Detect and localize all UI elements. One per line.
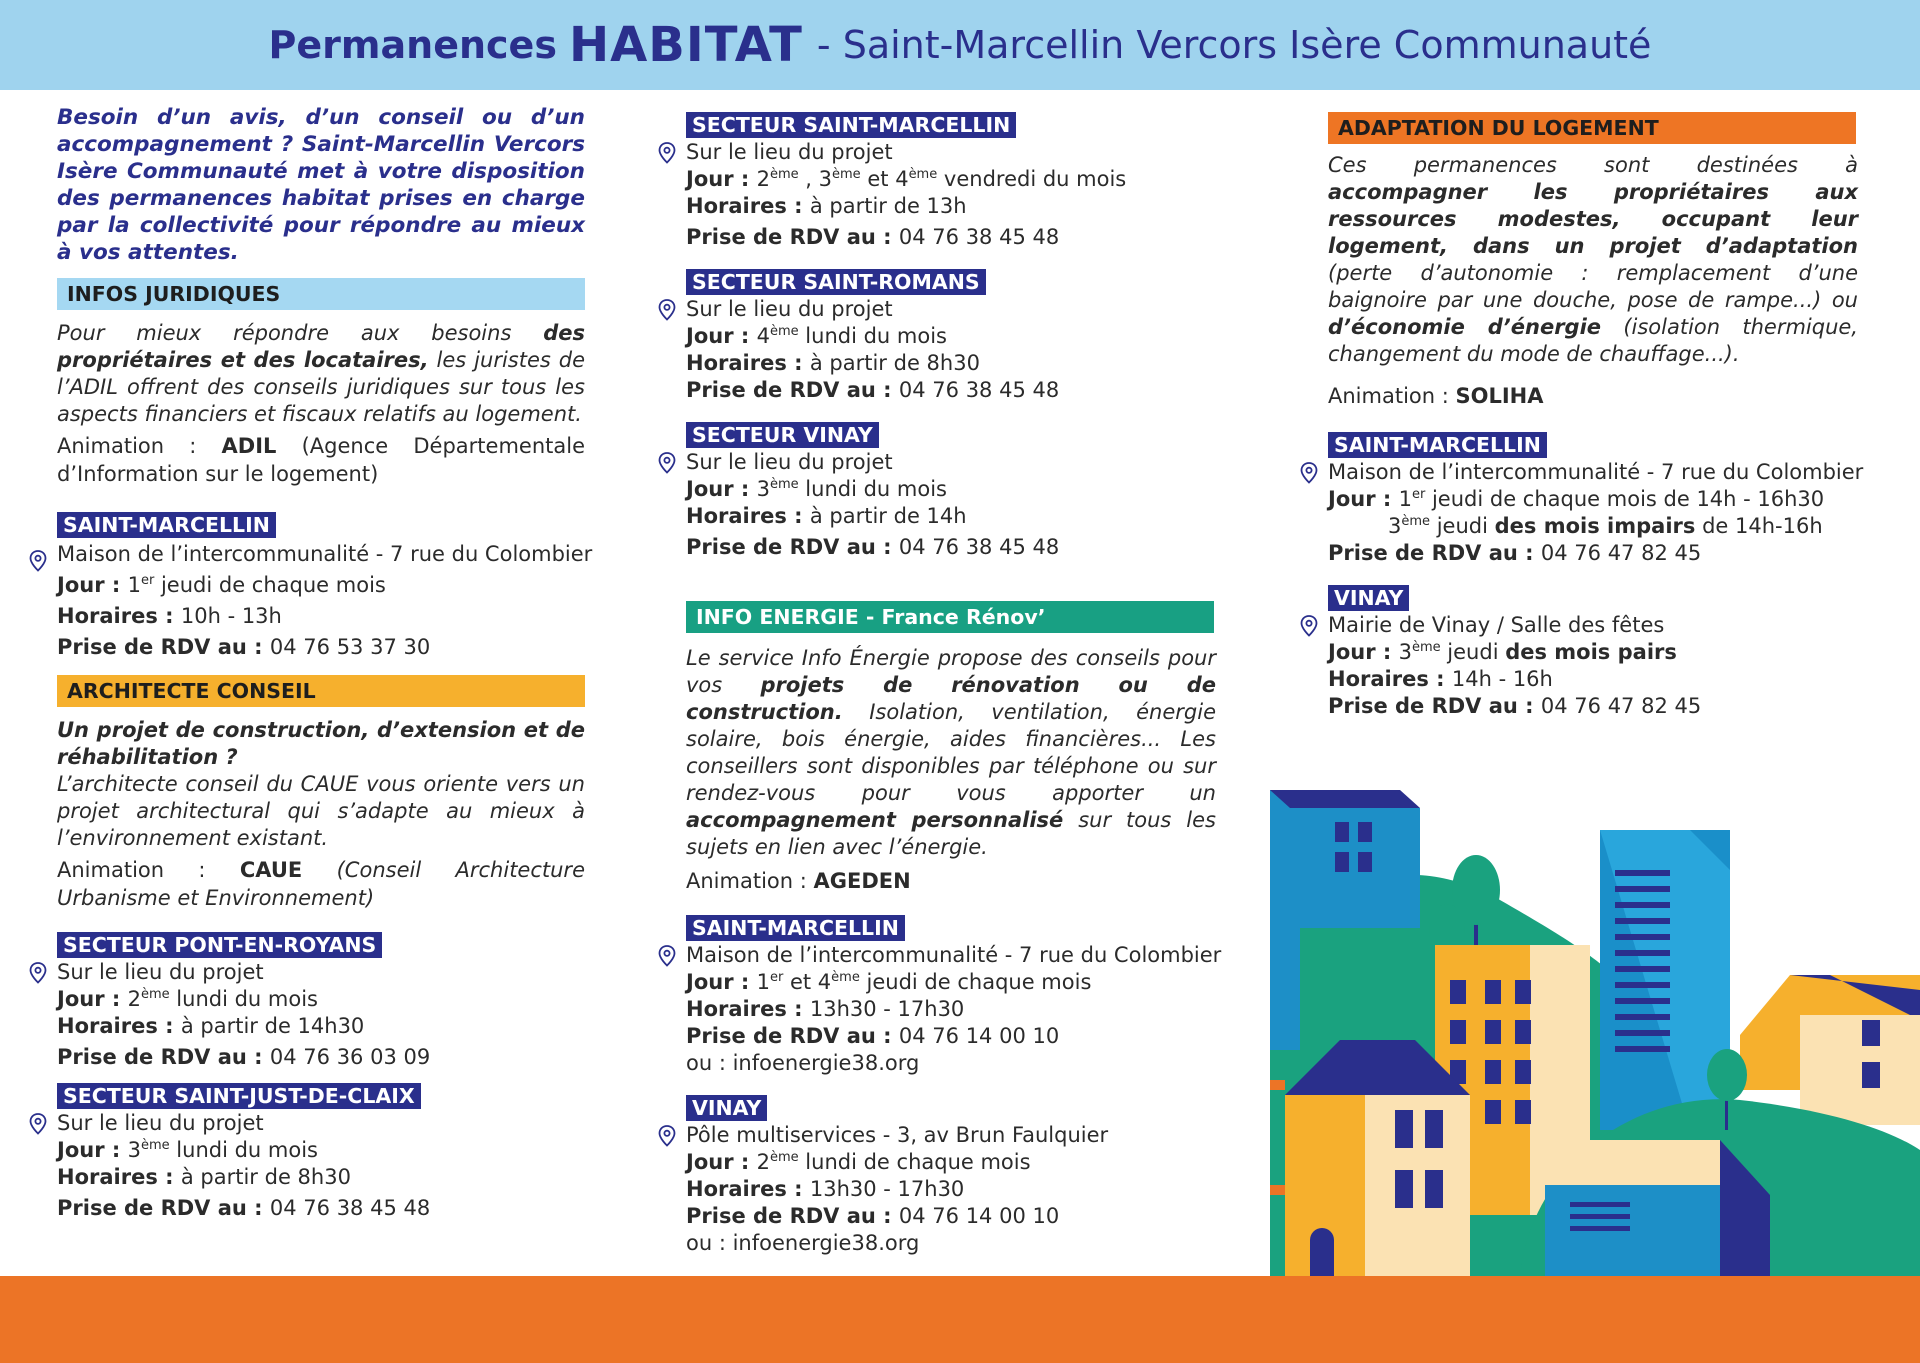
- location-tag: VINAY: [686, 1095, 767, 1121]
- map-pin-icon: [658, 452, 676, 474]
- intro-text: Besoin d’un avis, d’un conseil ou d’un accompagnement ? Saint-Marcellin Vercors Isère Communauté met à votre disposition des permanences habitat prises en charge par la collectivité pour répondre au mieux à vos attentes.: [57, 105, 585, 265]
- energie-description: Le service Info Énergie propose des conseils pour vos projets de rénovation ou de construction. Isolation, ventilation, énergie solaire, bois énergie, aides financières... Les conseillers sont disponibles par téléphone ou sur rendez-vous pour vous apporter un accompagnement personnalisé sur tous les sujets en lien avec l’énergie.: [686, 646, 1216, 859]
- location-tag: SAINT-MARCELLIN: [1328, 432, 1547, 458]
- horaires-line: Horaires : 10h - 13h: [57, 604, 282, 628]
- juridique-animation: Animation : ADIL (Agence Départementale d’Information sur le logement): [57, 434, 585, 486]
- architecte-description: L’architecte conseil du CAUE vous oriente vers un projet architectural qui s’adapte au mieux à l’environnement existant.: [57, 772, 585, 850]
- footer-band: [0, 1276, 1920, 1363]
- location-tag: SECTEUR SAINT-ROMANS: [686, 269, 986, 295]
- location-tag: VINAY: [1328, 585, 1409, 611]
- map-pin-icon: [1300, 615, 1318, 637]
- horaires-line: Horaires : à partir de 8h30: [686, 351, 980, 375]
- architecte-animation: Animation : CAUE (Conseil Architecture Urbanisme et Environnement): [57, 858, 585, 910]
- horaires-line: Horaires : à partir de 13h: [686, 194, 967, 218]
- location-tag: SAINT-MARCELLIN: [57, 512, 276, 538]
- map-pin-icon: [1300, 462, 1318, 484]
- location-tag: SECTEUR PONT-EN-ROYANS: [57, 932, 382, 958]
- jour-line: Jour : 2ème lundi de chaque mois: [686, 1150, 1031, 1174]
- rdv-line: Prise de RDV au : 04 76 36 03 09: [57, 1045, 431, 1069]
- adaptation-saint-marcellin: [1328, 432, 1864, 567]
- horaires-line: Horaires : à partir de 14h30: [57, 1014, 365, 1038]
- roof-left: [1270, 790, 1420, 808]
- jour-line: Jour : 2ème , 3ème et 4ème vendredi du mois: [686, 167, 1127, 191]
- address: Mairie de Vinay / Salle des fêtes: [1328, 613, 1665, 637]
- juridique-saint-marcellin: [57, 512, 593, 661]
- houses-illustration: [1270, 790, 1920, 1276]
- map-pin-icon: [29, 550, 47, 572]
- rdv-line: Prise de RDV au : 04 76 14 00 10: [686, 1024, 1060, 1048]
- address: Pôle multiservices - 3, av Brun Faulquier: [686, 1123, 1109, 1147]
- architecte-question: Un projet de construction, d’extension et de réhabilitation ?: [57, 718, 585, 769]
- map-pin-icon: [29, 962, 47, 984]
- place: Sur le lieu du projet: [686, 450, 893, 474]
- horaires-line: Horaires : à partir de 14h: [686, 504, 967, 528]
- map-pin-icon: [29, 1113, 47, 1135]
- architecte-vinay: [686, 422, 1216, 561]
- architecte-saint-romans: [686, 269, 1216, 404]
- rdv-line: Prise de RDV au : 04 76 14 00 10: [686, 1204, 1060, 1228]
- jour-line: Jour : 1er jeudi de chaque mois: [57, 573, 386, 597]
- title-permanences: Permanences: [268, 23, 557, 67]
- map-pin-icon: [658, 1125, 676, 1147]
- adaptation-vinay: [1328, 585, 1858, 720]
- section-info-energie-title: INFO ENERGIE - France Rénov’: [686, 601, 1214, 633]
- page-header: [0, 0, 1920, 90]
- location-tag: SAINT-MARCELLIN: [686, 915, 905, 941]
- rdv-line: Prise de RDV au : 04 76 47 82 45: [1328, 541, 1702, 565]
- website-line: ou : infoenergie38.org: [686, 1231, 920, 1255]
- location-tag: SECTEUR SAINT-MARCELLIN: [686, 112, 1016, 138]
- architecte-pont-en-royans: [57, 932, 585, 1071]
- column-middle: [686, 112, 1222, 1257]
- rdv-line: Prise de RDV au : 04 76 38 45 48: [686, 535, 1060, 559]
- horaires-line: Horaires : 13h30 - 17h30: [686, 997, 965, 1021]
- architecte-saint-marcellin: [686, 112, 1216, 251]
- rdv-line: Prise de RDV au : 04 76 53 37 30: [57, 635, 431, 659]
- energie-vinay: [686, 1095, 1216, 1257]
- column-left: [57, 104, 593, 1222]
- section-infos-juridiques-title: INFOS JURIDIQUES: [57, 278, 585, 310]
- website-line: ou : infoenergie38.org: [686, 1051, 920, 1075]
- horaires-line: Horaires : à partir de 8h30: [57, 1165, 351, 1189]
- jour-line: Jour : 1er et 4ème jeudi de chaque mois: [686, 970, 1092, 994]
- place: Sur le lieu du projet: [57, 960, 264, 984]
- column-right: [1328, 112, 1864, 720]
- map-pin-icon: [658, 945, 676, 967]
- address: Maison de l’intercommunalité - 7 rue du Colombier: [686, 943, 1222, 967]
- jour-line: Jour : 3ème jeudi des mois pairs: [1328, 640, 1677, 664]
- section-architecte-title: ARCHITECTE CONSEIL: [57, 675, 585, 707]
- rdv-line: Prise de RDV au : 04 76 38 45 48: [57, 1196, 431, 1220]
- title-territory: - Saint-Marcellin Vercors Isère Communauté: [816, 23, 1652, 67]
- energie-saint-marcellin: [686, 915, 1222, 1077]
- adaptation-description: Ces permanences sont destinées à accompagner les propriétaires aux ressources modestes, occupant leur logement, dans un projet d’adaptation (perte d’autonomie : remplacement d’une baignoire par une douche, pose de rampe...) ou d’économie d’énergie (isolation thermique, changement du mode de chauffage...).: [1328, 153, 1858, 366]
- architecte-saint-just-de-claix: [57, 1083, 585, 1222]
- adaptation-animation: Animation : SOLIHA: [1328, 384, 1544, 408]
- location-tag: SECTEUR VINAY: [686, 422, 879, 448]
- jour-line: Jour : 2ème lundi du mois: [57, 987, 318, 1011]
- location-tag: SECTEUR SAINT-JUST-DE-CLAIX: [57, 1083, 421, 1109]
- address: Maison de l’intercommunalité - 7 rue du Colombier: [1328, 460, 1864, 484]
- jour-line: Jour : 1er jeudi de chaque mois de 14h - 16h30: [1328, 487, 1825, 511]
- map-pin-icon: [658, 299, 676, 321]
- jour-line: Jour : 4ème lundi du mois: [686, 324, 947, 348]
- horaires-line: Horaires : 13h30 - 17h30: [686, 1177, 965, 1201]
- rdv-line: Prise de RDV au : 04 76 38 45 48: [686, 225, 1060, 249]
- building-left: [1290, 808, 1420, 928]
- place: Sur le lieu du projet: [686, 297, 893, 321]
- energie-animation: Animation : AGEDEN: [686, 869, 911, 893]
- place: Sur le lieu du projet: [686, 140, 893, 164]
- place: Sur le lieu du projet: [57, 1111, 264, 1135]
- title-habitat: HABITAT: [568, 17, 803, 73]
- jour-line: Jour : 3ème lundi du mois: [57, 1138, 318, 1162]
- juridique-description: Pour mieux répondre aux besoins des propriétaires et des locataires, les juristes de l’ADIL offrent des conseils juridiques sur tous les aspects financiers et fiscaux relatifs au logement.: [57, 321, 585, 426]
- section-adaptation-title: ADAPTATION DU LOGEMENT: [1328, 112, 1856, 144]
- jour-line-2: 3ème jeudi des mois impairs de 14h-16h: [1388, 514, 1823, 538]
- address: Maison de l’intercommunalité - 7 rue du Colombier: [57, 542, 593, 566]
- rdv-line: Prise de RDV au : 04 76 47 82 45: [1328, 694, 1702, 718]
- horaires-line: Horaires : 14h - 16h: [1328, 667, 1553, 691]
- jour-line: Jour : 3ème lundi du mois: [686, 477, 947, 501]
- map-pin-icon: [658, 142, 676, 164]
- rdv-line: Prise de RDV au : 04 76 38 45 48: [686, 378, 1060, 402]
